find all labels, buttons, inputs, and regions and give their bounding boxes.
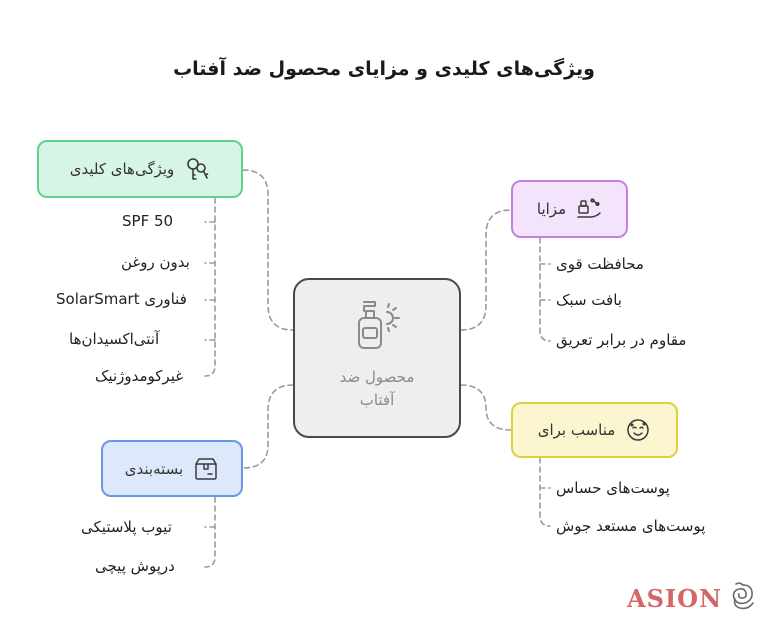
benefit-item-2: بافت سبک <box>556 291 622 309</box>
feature-item-1: SPF 50 <box>122 212 174 230</box>
suitable-node <box>511 402 678 458</box>
spine-packaging <box>205 497 215 567</box>
connector-benefits <box>461 210 511 330</box>
spine-benefits <box>540 238 550 341</box>
features-label: ویژگی‌های کلیدی <box>69 160 175 178</box>
connector-packaging <box>243 385 293 468</box>
suitable-item-2: پوست‌های مستعد جوش <box>556 517 706 535</box>
benefits-node <box>511 180 628 238</box>
features-node <box>37 140 243 198</box>
benefits-label: مزایا <box>536 200 567 218</box>
sunscreen-bottle-icon <box>351 296 403 356</box>
logo-text: ASION <box>627 583 723 613</box>
feature-item-4: آنتی‌اکسیدان‌ها <box>69 330 160 348</box>
packaging-node <box>101 440 243 497</box>
center-node <box>293 278 461 438</box>
packaging-label: بسته‌بندی <box>124 459 184 478</box>
packaging-item-1: تیوب پلاستیکی <box>81 518 172 536</box>
packaging-item-2: درپوش پیچی <box>95 557 175 575</box>
center-label-line2: آفتاب <box>359 391 395 409</box>
diagram-title: ویژگی‌های کلیدی و مزایای محصول ضد آفتاب <box>173 58 595 80</box>
logo <box>627 580 760 616</box>
feature-item-3: فناوری SolarSmart <box>56 290 187 308</box>
connector-suitable <box>461 385 511 430</box>
feature-item-5: غیرکومدوژنیک <box>95 367 184 385</box>
center-label-line1: محصول ضد <box>339 368 415 386</box>
center-label <box>307 366 447 412</box>
face-icon <box>625 417 651 443</box>
feature-item-2: بدون روغن <box>121 253 190 271</box>
rose-icon <box>726 579 760 617</box>
percentage-gift-icon <box>576 196 602 222</box>
suitable-label: مناسب برای <box>537 421 616 439</box>
keys-icon <box>184 156 210 182</box>
spine-suitable <box>540 458 550 526</box>
benefit-item-1: محافظت قوی <box>556 255 644 273</box>
connector-features <box>243 170 293 330</box>
package-box-icon <box>193 456 219 482</box>
suitable-item-1: پوست‌های حساس <box>556 479 670 497</box>
spine-features <box>205 198 215 376</box>
benefit-item-3: مقاوم در برابر تعریق <box>556 331 687 349</box>
